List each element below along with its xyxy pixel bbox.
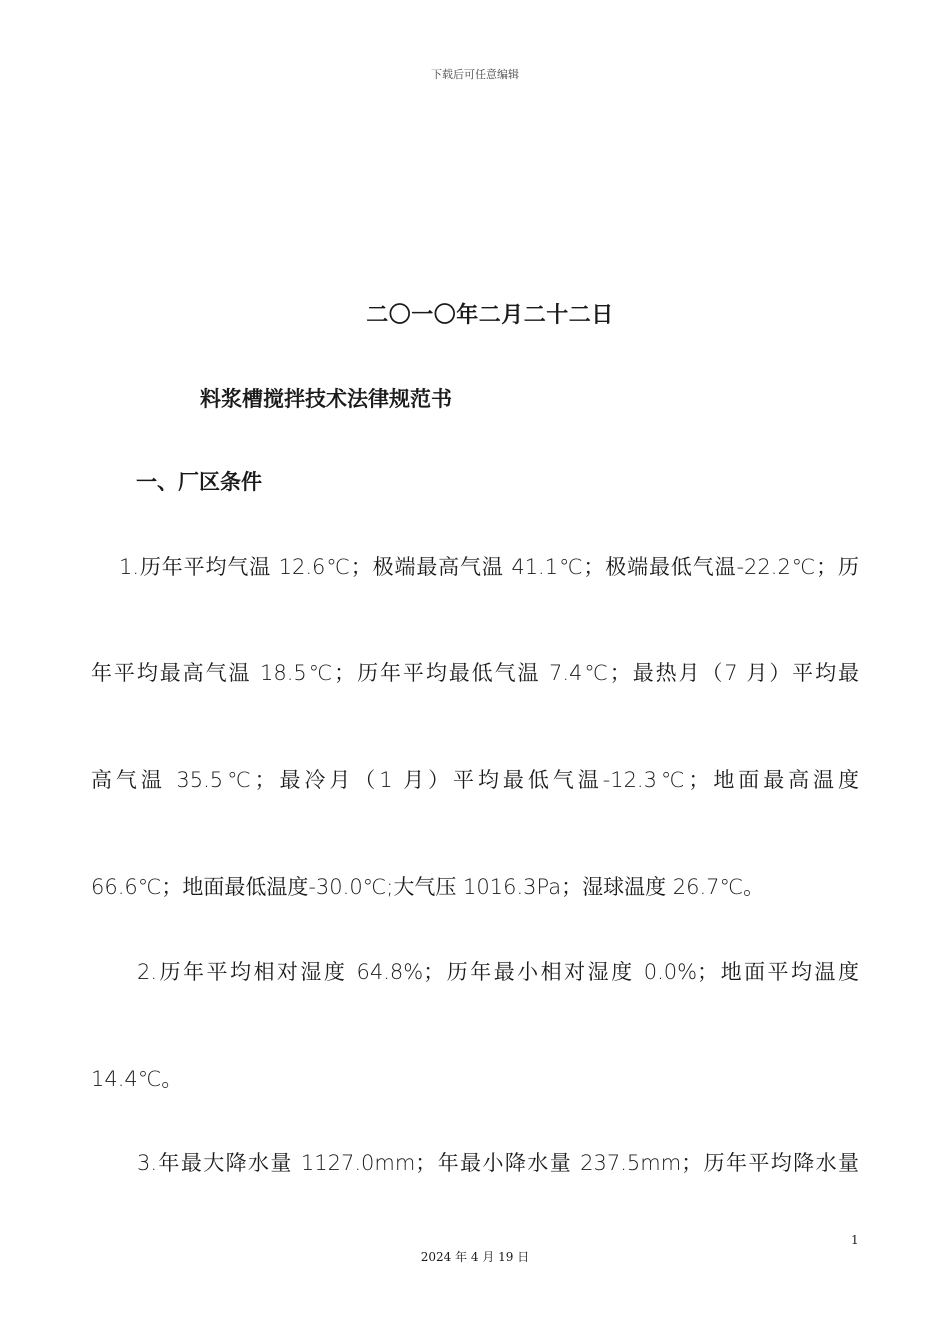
paragraph-line: 高气温 35.5℃；最冷月（1 月）平均最低气温-12.3℃；地面最高温度 — [91, 768, 859, 792]
paragraph-line: 2.历年平均相对湿度 64.8%；历年最小相对湿度 0.0%；地面平均温度 — [137, 960, 859, 984]
section-heading: 一、厂区条件 — [136, 470, 262, 494]
date-title: 二〇一〇年二月二十二日 — [366, 303, 614, 328]
paragraph-line: 66.6℃；地面最低温度-30.0℃;大气压 1016.3Pa；湿球温度 26.7℃。 — [91, 875, 765, 899]
header-note: 下载后可任意编辑 — [431, 68, 519, 81]
paragraph-line: 3.年最大降水量 1127.0mm；年最小降水量 237.5mm；历年平均降水量 — [137, 1151, 859, 1175]
document-title: 料浆槽搅拌技术法律规范书 — [200, 387, 452, 411]
page-number: 1 — [851, 1233, 859, 1247]
paragraph-line: 年平均最高气温 18.5℃；历年平均最低气温 7.4℃；最热月（7 月）平均最 — [91, 661, 859, 685]
paragraph-line: 14.4℃。 — [91, 1067, 183, 1091]
paragraph-line: 1.历年平均气温 12.6℃；极端最高气温 41.1℃；极端最低气温-22.2℃；历 — [119, 555, 859, 579]
footer-date: 2024 年 4 月 19 日 — [420, 1250, 530, 1264]
